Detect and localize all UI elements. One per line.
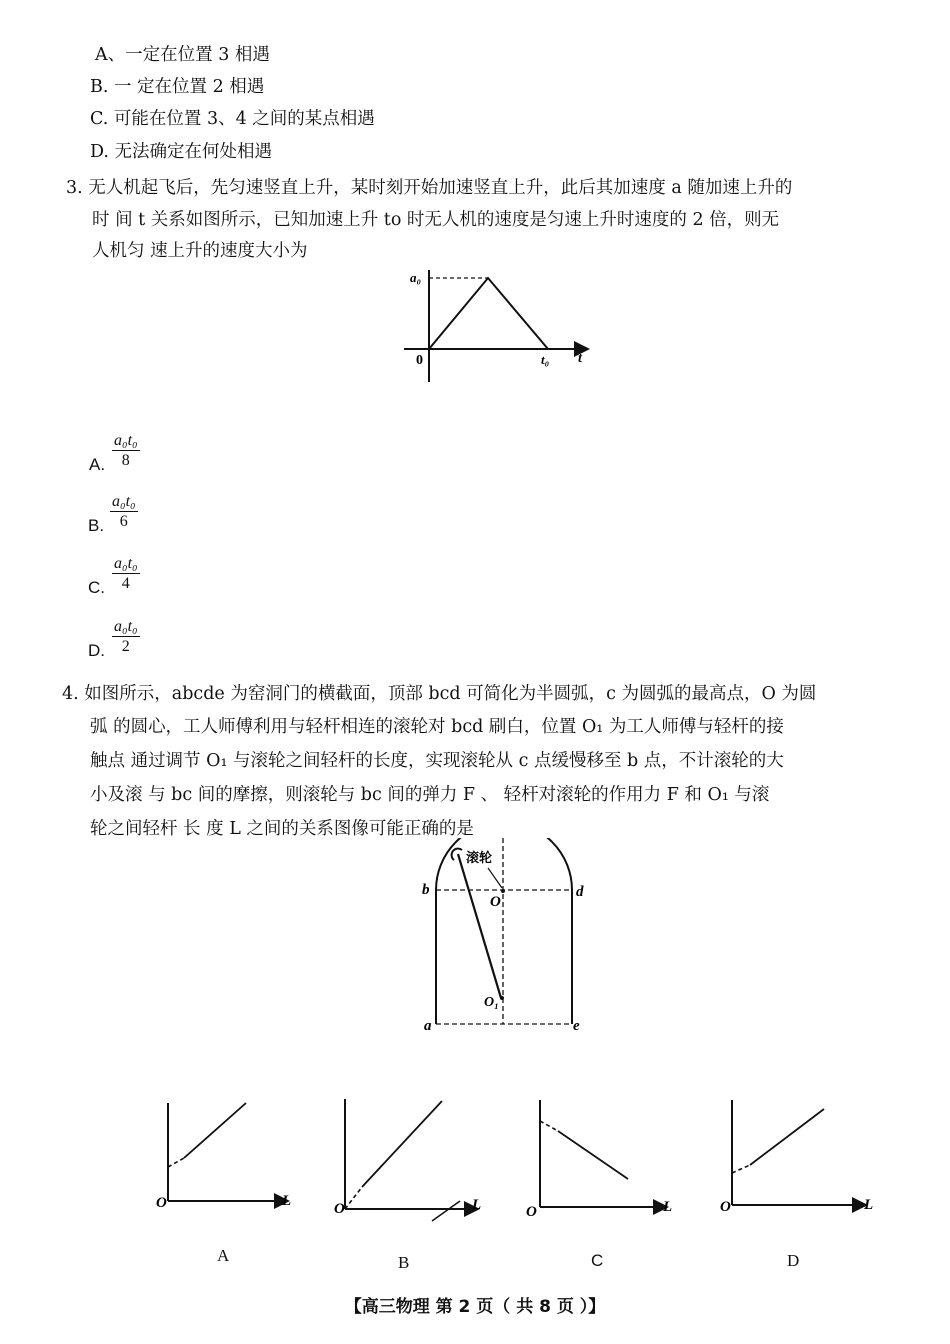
q3-option-c-den: 4 bbox=[121, 575, 130, 592]
q3-option-b-den: 6 bbox=[119, 513, 128, 530]
q3-stem-line1: 3. 无人机起飞后，先匀速竖直上升，某时刻开始加速竖直上升，此后其加速度 a 随加速上升的 bbox=[66, 178, 793, 198]
q4-graph-d-axis: L bbox=[864, 1197, 874, 1213]
q3-stem-line3: 人机匀 速上升的速度大小为 bbox=[92, 241, 308, 261]
q3-option-c-label: C. bbox=[88, 578, 105, 597]
point-d-label: d bbox=[576, 884, 584, 900]
q3-a0-label: a₀ bbox=[410, 270, 422, 285]
q4-graph-a bbox=[150, 1095, 300, 1220]
q3-option-b-fraction bbox=[110, 493, 138, 531]
q2-option-a: A、一定在位置 3 相遇 bbox=[95, 45, 270, 65]
q4-graph-b-origin: O bbox=[334, 1201, 345, 1217]
q4-graph-c bbox=[522, 1095, 682, 1225]
center-O-dot bbox=[501, 889, 505, 893]
point-e-label: e bbox=[573, 1018, 580, 1034]
q3-option-b-label: B. bbox=[88, 516, 105, 535]
q3-graph-line bbox=[429, 278, 548, 349]
q3-option-d-num: a₀t₀ bbox=[114, 618, 138, 635]
q4-graph-a-label: A bbox=[217, 1246, 230, 1265]
q3-option-a-num: a₀t₀ bbox=[114, 432, 138, 449]
q4-graph-d-label: D bbox=[787, 1251, 800, 1270]
point-O1-label: O₁ bbox=[484, 995, 499, 1010]
q3-origin-label: 0 bbox=[416, 353, 423, 368]
q4-graph-b-axis: L bbox=[472, 1197, 482, 1213]
point-O-label: O bbox=[490, 894, 501, 910]
q3-option-a-fraction bbox=[112, 432, 140, 470]
light-rod bbox=[458, 854, 501, 998]
q4-graph-a-origin: O bbox=[156, 1195, 167, 1211]
q3-option-d-den: 2 bbox=[121, 638, 130, 655]
point-a-label: a bbox=[424, 1018, 432, 1034]
q3-option-b-num: a₀t₀ bbox=[112, 493, 136, 510]
q3-option-c-fraction bbox=[112, 555, 140, 593]
q4-stem-line4: 小及滚 与 bc 间的摩擦，则滚轮与 bc 间的弹力 F 、 轻杆对滚轮的作用力 F 和 O₁ 与滚 bbox=[90, 785, 770, 805]
q4-graph-d-origin: O bbox=[720, 1199, 731, 1215]
q3-option-d-label: D. bbox=[88, 641, 105, 660]
q2-option-b: B. 一 定在位置 2 相遇 bbox=[90, 77, 265, 97]
roller-label: 滚轮 bbox=[466, 850, 493, 865]
q3-option-d-fraction bbox=[112, 618, 140, 656]
q3-stem-line2: 时 间 t 关系如图所示，已知加速上升 to 时无人机的速度是匀速上升时速度的 2 倍，则无 bbox=[92, 210, 780, 230]
O1-dot bbox=[500, 996, 504, 1000]
page-footer: 【高三物理 第 2 页（ 共 8 页 ）】 bbox=[344, 1297, 606, 1317]
q3-acceleration-graph bbox=[400, 262, 600, 387]
q4-graph-a-axis: L bbox=[282, 1193, 292, 1209]
q4-cave-door-figure bbox=[418, 838, 593, 1038]
q3-option-a-den: 8 bbox=[121, 452, 130, 469]
q3-option-c-num: a₀t₀ bbox=[114, 555, 138, 572]
point-b-label: b bbox=[422, 882, 430, 898]
q4-graph-b bbox=[328, 1095, 488, 1225]
q4-graph-b-label: B bbox=[398, 1253, 410, 1272]
q4-graph-c-label: C bbox=[591, 1251, 604, 1270]
q3-t-axis-label: t bbox=[578, 351, 582, 366]
door-outline bbox=[436, 838, 572, 1024]
q4-stem-line2: 弧 的圆心，工人师傅利用与轻杆相连的滚轮对 bcd 刷白，位置 O₁ 为工人师傅与轻杆的接 bbox=[90, 717, 784, 737]
q4-stem-line5: 轮之间轻杆 长 度 L 之间的关系图像可能正确的是 bbox=[90, 819, 474, 839]
roller-pointer bbox=[488, 868, 502, 888]
roller bbox=[452, 849, 462, 860]
q4-graph-d bbox=[718, 1095, 883, 1220]
q4-stem-line1: 4. 如图所示，abcde 为窑洞门的横截面，顶部 bcd 可简化为半圆弧，c 为圆弧的最高点，O 为圆 bbox=[62, 684, 817, 704]
q2-option-d: D. 无法确定在何处相遇 bbox=[90, 142, 273, 162]
q3-t0-label: t₀ bbox=[541, 352, 550, 367]
q4-graph-c-axis: L bbox=[663, 1199, 673, 1215]
q2-option-c: C. 可能在位置 3、4 之间的某点相遇 bbox=[90, 109, 375, 129]
q4-stem-line3: 触点 通过调节 O₁ 与滚轮之间轻杆的长度，实现滚轮从 c 点缓慢移至 b 点，不计滚轮的大 bbox=[90, 751, 784, 771]
q4-graph-c-origin: O bbox=[526, 1204, 537, 1220]
q3-option-a-label: A. bbox=[89, 455, 106, 474]
